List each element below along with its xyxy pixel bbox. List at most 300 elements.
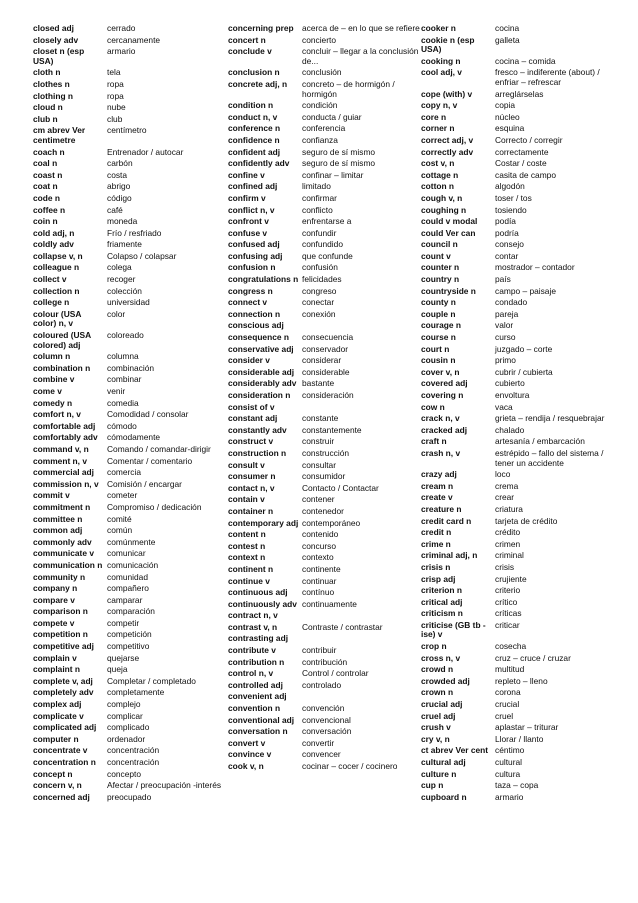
vocab-entry [228, 194, 428, 204]
vocab-entry [33, 642, 233, 652]
vocab-term: compete v [33, 617, 75, 628]
vocab-term: convenient adj [228, 691, 287, 702]
vocab-entry [33, 352, 233, 362]
vocab-entry [228, 611, 428, 621]
vocab-term: company n [33, 583, 78, 594]
vocab-term: criterion n [421, 585, 462, 596]
vocab-entry [421, 368, 621, 378]
vocab-term: concrete adj, n [228, 78, 288, 89]
vocab-entry [421, 700, 621, 710]
vocab-entry [33, 331, 233, 350]
vocab-term: commonly adv [33, 536, 92, 547]
vocab-term: construct v [228, 436, 274, 447]
vocab-translation: consejo [495, 239, 524, 250]
vocab-term: construction n [228, 447, 287, 458]
vocab-translation: contínuo [302, 587, 335, 598]
vocab-term: confused adj [228, 239, 280, 250]
vocab-translation: pareja [495, 308, 519, 319]
vocab-term: code n [33, 192, 60, 203]
vocab-entry [33, 364, 233, 374]
vocab-entry [228, 217, 428, 227]
vocab-entry [421, 426, 621, 436]
vocab-entry [228, 600, 428, 610]
vocab-term: correctly adv [421, 146, 474, 157]
vocab-translation: constantemente [302, 424, 362, 435]
vocab-term: council n [421, 239, 458, 250]
vocab-entry [33, 275, 233, 285]
vocab-term: concentrate v [33, 745, 88, 756]
vocab-term: coughing n [421, 204, 467, 215]
vocab-translation: continuamente [302, 598, 357, 609]
vocab-translation: casita de campo [495, 169, 556, 180]
vocab-term: consumer n [228, 471, 276, 482]
vocab-term: coal n [33, 158, 58, 169]
vocab-entry [421, 333, 621, 343]
vocab-term: confident adj [228, 146, 281, 157]
vocab-translation: algodón [495, 181, 525, 192]
vocab-entry [421, 781, 621, 791]
vocab-entry [421, 414, 621, 424]
vocab-translation: queja [107, 664, 128, 675]
vocab-translation: consumidor [302, 471, 346, 482]
vocab-term: comfort n, v [33, 409, 81, 420]
vocab-term: contain v [228, 494, 265, 505]
vocab-term: court n [421, 343, 450, 354]
vocab-translation: Llorar / llanto [495, 733, 544, 744]
vocab-translation: podría [495, 227, 519, 238]
vocab-term: complaint n [33, 664, 80, 675]
vocab-entry [421, 240, 621, 250]
vocab-entry [33, 387, 233, 397]
vocab-translation: condición [302, 100, 338, 111]
vocab-entry [228, 507, 428, 517]
vocab-translation: cruel [495, 710, 514, 721]
vocab-translation: juzgado – corte [495, 343, 553, 354]
vocab-entry [33, 375, 233, 385]
vocab-term: correct adj, v [421, 134, 474, 145]
vocab-term: crucial adj [421, 699, 463, 710]
vocab-entry [228, 275, 428, 285]
vocab-translation: ropa [107, 90, 124, 101]
vocab-term: closed adj [33, 23, 74, 33]
vocab-translation: comunicación [107, 559, 159, 570]
vocab-entry [33, 399, 233, 409]
vocab-translation: construcción [302, 447, 350, 458]
vocab-entry [421, 24, 621, 34]
vocab-term: combination n [33, 362, 91, 373]
vocab-entry [421, 642, 621, 652]
vocab-translation: concurso [302, 540, 336, 551]
vocab-entry [33, 688, 233, 698]
vocab-translation: costa [107, 169, 128, 180]
vocab-entry [421, 345, 621, 355]
vocab-translation: Completar / completado [107, 675, 196, 686]
vocab-translation: Comentar / comentario [107, 455, 193, 466]
vocab-term: coloured (USA colored) adj [33, 330, 91, 350]
vocab-term: communicate v [33, 548, 94, 559]
vocab-translation: contribución [302, 656, 348, 667]
vocab-entry [228, 727, 428, 737]
vocab-term: conclusion n [228, 67, 280, 78]
vocab-entry [228, 437, 428, 447]
vocab-entry [421, 263, 621, 273]
vocab-entry [228, 542, 428, 552]
vocab-term: conventional adj [228, 714, 295, 725]
vocab-translation: comúnmente [107, 536, 156, 547]
vocab-term: crisp adj [421, 573, 456, 584]
vocab-translation: criatura [495, 503, 523, 514]
vocab-term: cream n [421, 480, 454, 491]
vocab-entry [421, 68, 621, 87]
vocab-entry [33, 80, 233, 90]
vocab-entry [33, 619, 233, 629]
vocab-entry [421, 171, 621, 181]
vocab-term: courage n [421, 320, 462, 331]
vocab-term: complicate v [33, 710, 84, 721]
vocab-translation: taza – copa [495, 780, 539, 791]
vocab-term: continuously adv [228, 598, 297, 609]
vocab-term: conscious adj [228, 320, 284, 331]
vocab-entry [33, 159, 233, 169]
vocab-term: coldly adv [33, 239, 74, 250]
vocab-term: comfortable adj [33, 420, 96, 431]
vocab-term: culture n [421, 768, 457, 779]
vocab-entry [228, 345, 428, 355]
vocab-term: cookie n (esp USA) [421, 34, 475, 55]
vocab-translation: columna [107, 351, 139, 362]
vocab-entry [421, 793, 621, 803]
vocab-translation: cultura [495, 768, 521, 779]
vocab-term: couple n [421, 308, 456, 319]
vocab-translation: que confunde [302, 250, 353, 261]
vocab-term: cm abrev Ver centimetre [33, 125, 86, 145]
vocab-translation: seguro de sí mismo [302, 158, 376, 169]
vocab-term: criticism n [421, 608, 463, 619]
vocab-term: convention n [228, 703, 281, 714]
vocab-term: considerably adv [228, 378, 297, 389]
vocab-entry [421, 758, 621, 768]
vocab-term: collection n [33, 285, 80, 296]
vocab-entry [421, 182, 621, 192]
vocab-translation: confianza [302, 134, 338, 145]
vocab-entry [33, 445, 233, 455]
vocab-term: consideration n [228, 390, 291, 400]
vocab-translation: bastante [302, 378, 335, 389]
vocab-translation: cruz – cruce / cruzar [495, 652, 571, 663]
vocab-term: conversation n [228, 726, 288, 737]
vocab-entry [33, 758, 233, 768]
vocab-entry [33, 310, 233, 329]
vocab-entry [33, 573, 233, 583]
vocab-translation: crítico [495, 596, 518, 607]
vocab-term: cook v, n [228, 761, 264, 771]
vocab-entry [33, 206, 233, 216]
vocab-translation: contener [302, 494, 335, 505]
vocab-translation: cometer [107, 490, 138, 501]
vocab-translation: céntimo [495, 745, 525, 756]
vocab-term: coin n [33, 216, 58, 227]
vocab-entry [33, 665, 233, 675]
vocab-term: competition n [33, 629, 88, 640]
vocab-entry [228, 414, 428, 424]
vocab-entry [421, 493, 621, 503]
vocab-term: cover v, n [421, 366, 460, 377]
vocab-entry [421, 609, 621, 619]
vocab-entry [421, 723, 621, 733]
vocab-translation: tosiendo [495, 204, 527, 215]
vocab-translation: Contacto / Contactar [302, 482, 379, 493]
vocab-entry [228, 124, 428, 134]
vocab-term: communication n [33, 559, 103, 570]
vocab-entry [421, 665, 621, 675]
vocab-entry [421, 391, 621, 401]
vocab-entry [228, 762, 428, 772]
vocab-translation: constante [302, 413, 339, 424]
vocab-translation: quejarse [107, 652, 140, 663]
vocab-entry [228, 68, 428, 78]
vocab-term: conclude v [228, 46, 272, 57]
vocab-entry [33, 410, 233, 420]
vocab-entry [228, 171, 428, 181]
vocab-term: cry v, n [421, 733, 450, 744]
vocab-entry [421, 598, 621, 608]
vocab-term: container n [228, 505, 274, 516]
vocab-entry [421, 437, 621, 447]
vocab-term: county n [421, 297, 456, 308]
vocab-term: country n [421, 274, 460, 285]
vocab-translation: enfrentarse a [302, 216, 352, 227]
vocab-translation: completamente [107, 687, 165, 698]
vocab-entry [228, 148, 428, 158]
vocab-translation: consideración [302, 390, 354, 400]
vocab-entry [33, 480, 233, 490]
vocab-translation: continente [302, 563, 341, 574]
vocab-term: community n [33, 571, 86, 582]
vocab-term: criticise (GB tb -ise) v [421, 619, 486, 640]
vocab-translation: combinar [107, 374, 142, 385]
vocab-term: commitment n [33, 501, 91, 512]
vocab-translation: complejo [107, 699, 141, 710]
vocab-term: confidently adv [228, 158, 290, 169]
vocab-term: column n [33, 351, 71, 362]
vocab-translation: crucial [495, 699, 520, 710]
vocab-entry [33, 700, 233, 710]
vocab-translation: continuar [302, 575, 337, 586]
vocab-term: clothing n [33, 90, 74, 101]
vocab-entry [33, 503, 233, 513]
vocab-entry [228, 379, 428, 389]
vocab-translation: conservador [302, 343, 349, 354]
vocab-term: closely adv [33, 34, 79, 45]
vocab-translation: controlado [302, 679, 342, 690]
vocab-translation: competir [107, 617, 140, 628]
vocab-entry [33, 47, 233, 66]
vocab-entry [421, 206, 621, 216]
vocab-term: crisis n [421, 561, 451, 572]
vocab-translation: cercanamente [107, 34, 161, 45]
vocab-term: crop n [421, 641, 447, 652]
vocab-translation: combinación [107, 362, 155, 373]
vocab-translation: fresco – indiferente (about) / enfriar – refrescar [495, 67, 600, 87]
vocab-entry [421, 517, 621, 527]
vocab-entry [421, 688, 621, 698]
vocab-translation: contemporáneo [302, 517, 361, 528]
vocab-term: command v, n [33, 443, 89, 454]
vocab-translation: tarjeta de crédito [495, 515, 558, 526]
vocab-translation: crimen [495, 538, 521, 549]
vocab-entry [33, 468, 233, 478]
vocab-entry [33, 515, 233, 525]
vocab-entry [33, 217, 233, 227]
vocab-term: cousin n [421, 355, 456, 366]
vocab-entry [228, 519, 428, 529]
column-1 [33, 24, 233, 804]
vocab-entry [421, 621, 621, 640]
vocab-term: club n [33, 113, 58, 124]
vocab-translation: felicidades [302, 274, 342, 285]
vocab-translation: concierto [302, 34, 336, 45]
vocab-term: craft n [421, 436, 447, 447]
vocab-translation: ropa [107, 78, 124, 89]
vocab-term: cooking n [421, 55, 461, 66]
vocab-term: college n [33, 297, 70, 308]
vocab-entry [33, 263, 233, 273]
vocab-translation: conexión [302, 308, 336, 319]
vocab-entry [228, 206, 428, 216]
vocab-entry [421, 310, 621, 320]
vocab-translation: país [495, 274, 511, 285]
vocab-term: could Ver can [421, 227, 476, 238]
vocab-term: cross n, v [421, 652, 461, 663]
vocab-term: confined adj [228, 181, 278, 192]
vocab-entry [228, 47, 428, 66]
vocab-translation: comercia [107, 467, 141, 478]
vocab-term: cough v, n [421, 192, 463, 203]
vocab-term: corner n [421, 123, 455, 134]
vocab-entry [33, 793, 233, 803]
vocab-term: confirm v [228, 192, 266, 203]
vocab-term: commit v [33, 490, 70, 501]
vocab-translation: abrigo [107, 181, 131, 192]
vocab-term: crazy adj [421, 469, 457, 480]
vocab-translation: recoger [107, 274, 136, 285]
vocab-term: continent n [228, 563, 274, 574]
vocab-term: core n [421, 111, 447, 122]
vocab-term: contract n, v [228, 610, 278, 621]
vocab-translation: cultural [495, 757, 522, 767]
vocab-translation: Comando / comandar-dirigir [107, 443, 211, 454]
vocab-term: crown n [421, 687, 454, 698]
vocab-translation: concentración [107, 745, 160, 756]
vocab-term: course n [421, 332, 456, 343]
vocab-entry [228, 80, 428, 99]
vocab-entry [33, 433, 233, 443]
vocab-entry [421, 770, 621, 780]
vocab-entry [228, 113, 428, 123]
vocab-term: confuse v [228, 227, 268, 238]
vocab-translation: conflicto [302, 204, 333, 215]
vocab-term: cottage n [421, 169, 459, 180]
vocab-term: confusing adj [228, 250, 283, 261]
vocab-term: combine v [33, 374, 75, 385]
vocab-term: context n [228, 552, 266, 563]
vocab-term: covered adj [421, 378, 468, 389]
vocab-translation: criticar [495, 619, 520, 630]
vocab-entry [228, 692, 428, 702]
vocab-entry [421, 735, 621, 745]
vocab-term: ct abrev Ver cent [421, 745, 489, 756]
vocab-translation: considerable [302, 366, 350, 377]
vocab-entry [421, 217, 621, 227]
vocab-entry [228, 263, 428, 273]
vocab-entry [228, 716, 428, 726]
vocab-entry [228, 577, 428, 587]
vocab-entry [228, 553, 428, 563]
vocab-translation: podía [495, 216, 516, 227]
vocab-entry [421, 470, 621, 480]
vocab-entry [228, 461, 428, 471]
vocab-entry [33, 549, 233, 559]
vocab-term: coast n [33, 169, 63, 180]
vocab-translation: competitivo [107, 641, 150, 652]
vocab-term: cotton n [421, 181, 455, 192]
vocab-entry [421, 575, 621, 585]
vocab-entry [33, 298, 233, 308]
vocab-entry [228, 495, 428, 505]
vocab-entry [33, 457, 233, 467]
vocab-entry [421, 551, 621, 561]
vocab-translation: críticas [495, 608, 522, 619]
vocab-entry [228, 658, 428, 668]
vocab-entry [421, 275, 621, 285]
vocab-entry [228, 298, 428, 308]
vocab-entry [33, 126, 233, 145]
vocab-translation: Entrenador / autocar [107, 146, 184, 157]
vocab-translation: Afectar / preocupación -interés [107, 780, 222, 791]
vocab-translation: limitado [302, 181, 331, 192]
vocab-translation: acerca de – en lo que se refiere [302, 23, 420, 33]
vocab-translation: confinar – limitar [302, 169, 364, 180]
vocab-term: content n [228, 529, 266, 540]
vocab-entry [421, 654, 621, 664]
vocab-term: conservative adj [228, 343, 294, 354]
vocab-entry [421, 528, 621, 538]
vocab-translation: coloreado [107, 330, 144, 341]
vocab-entry [421, 586, 621, 596]
vocab-term: cope (with) v [421, 88, 473, 99]
vocab-entry [421, 287, 621, 297]
vocab-translation: cubierto [495, 378, 525, 389]
vocab-entry [421, 229, 621, 239]
vocab-entry [421, 677, 621, 687]
vocab-entry [421, 57, 621, 67]
vocab-term: create v [421, 492, 453, 503]
vocab-translation: confundido [302, 239, 343, 250]
vocab-term: come v [33, 386, 62, 396]
vocab-translation: loco [495, 469, 511, 480]
vocab-term: condition n [228, 100, 274, 111]
vocab-entry [33, 68, 233, 78]
vocab-entry [228, 391, 428, 401]
vocab-entry [228, 669, 428, 679]
vocab-entry [421, 482, 621, 492]
vocab-term: competitive adj [33, 641, 94, 652]
vocab-term: colleague n [33, 262, 80, 273]
vocab-term: connection n [228, 308, 281, 319]
vocab-entry [421, 563, 621, 573]
vocab-entry [228, 530, 428, 540]
vocab-translation: campo – paisaje [495, 285, 556, 296]
